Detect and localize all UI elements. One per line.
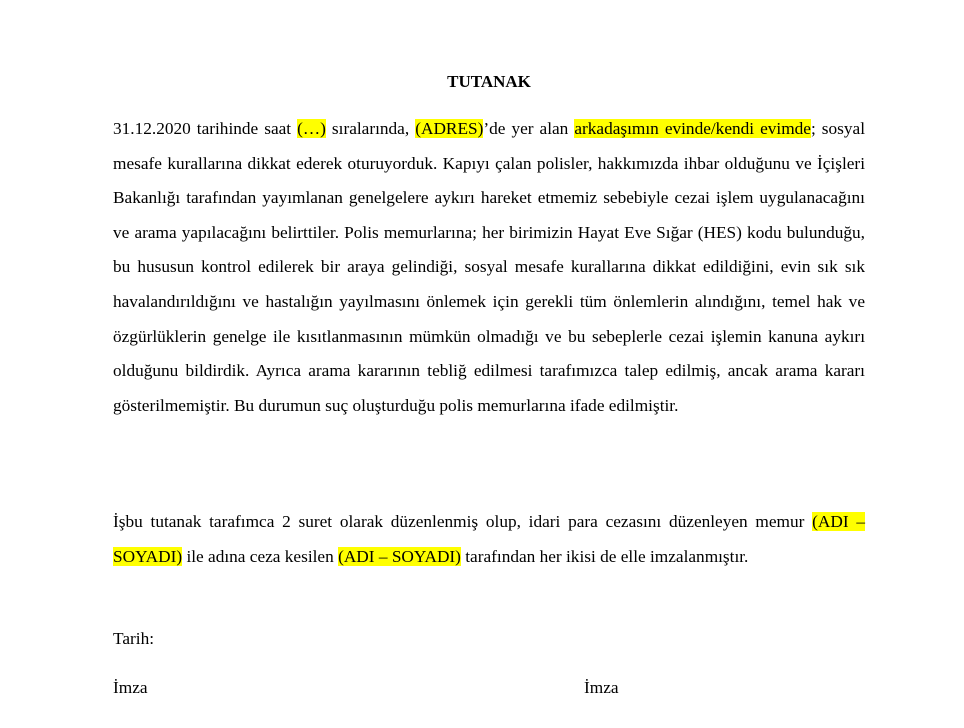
text-run: tarafından her ikisi de elle imzalanmıştır. xyxy=(460,546,749,566)
signature-left: İmza xyxy=(113,678,148,697)
text-run: sıralarında, xyxy=(325,119,416,138)
placeholder-location: arkadaşımın evinde/kendi evimde xyxy=(574,119,811,138)
text-run: 31.12.2020 tarihinde saat xyxy=(113,119,298,138)
placeholder-address: (ADRES) xyxy=(415,119,484,138)
paragraph-signatures xyxy=(113,505,865,574)
text-run: ’de yer alan xyxy=(483,119,575,138)
document-title: TUTANAK xyxy=(447,72,531,91)
placeholder-time: (…) xyxy=(297,119,326,138)
text-run: İşbu tutanak tarafımca 2 suret olarak düzenlenmiş olup, idari para cezasını düzenleyen memur xyxy=(113,512,813,531)
text-run: ile adına ceza kesilen xyxy=(182,546,339,566)
text-run: ; sosyal mesafe kurallarına dikkat ederek oturuyorduk. Kapıyı çalan polisler, hakkımızda ihbar olduğunu ve İçişleri Bakanlığı tarafından yayımlanan genelgelere aykırı hareket etmemiz sebebiyle cezai işlem uygulanacağını ve arama yapılacağını belirttiler. Polis memurlarına; her birimizin Hayat Eve Sığar (HES) kodu bulunduğu, bu hususun kontrol edilerek bir araya gelindiği, sosyal mesafe kurallarına dikkat edildiğini, evin sık sık havalandırıldığını ve hastalığın yayılmasını önlemek için gerekli tüm önlemlerin alındığını, temel hak ve özgürlüklerin genelge ile kısıtlanmasının mümkün olmadığı ve bu sebeplerle cezai işlemin kanuna aykırı olduğunu bildirdik. Ayrıca arama kararının tebliğ edilmesi tarafımızca talep edilmiş, ancak arama kararı gösterilmemiştir. Bu durumun suç oluşturduğu polis memurlarına ifade edilmiştir. xyxy=(113,119,865,415)
placeholder-fined-person-name: (ADI – SOYADI) xyxy=(338,546,461,566)
placeholder-officer-name: (ADI – SOYADI) xyxy=(113,512,866,566)
signature-right: İmza xyxy=(584,678,619,697)
date-label: Tarih: xyxy=(113,629,155,648)
paragraph-incident xyxy=(113,112,865,423)
